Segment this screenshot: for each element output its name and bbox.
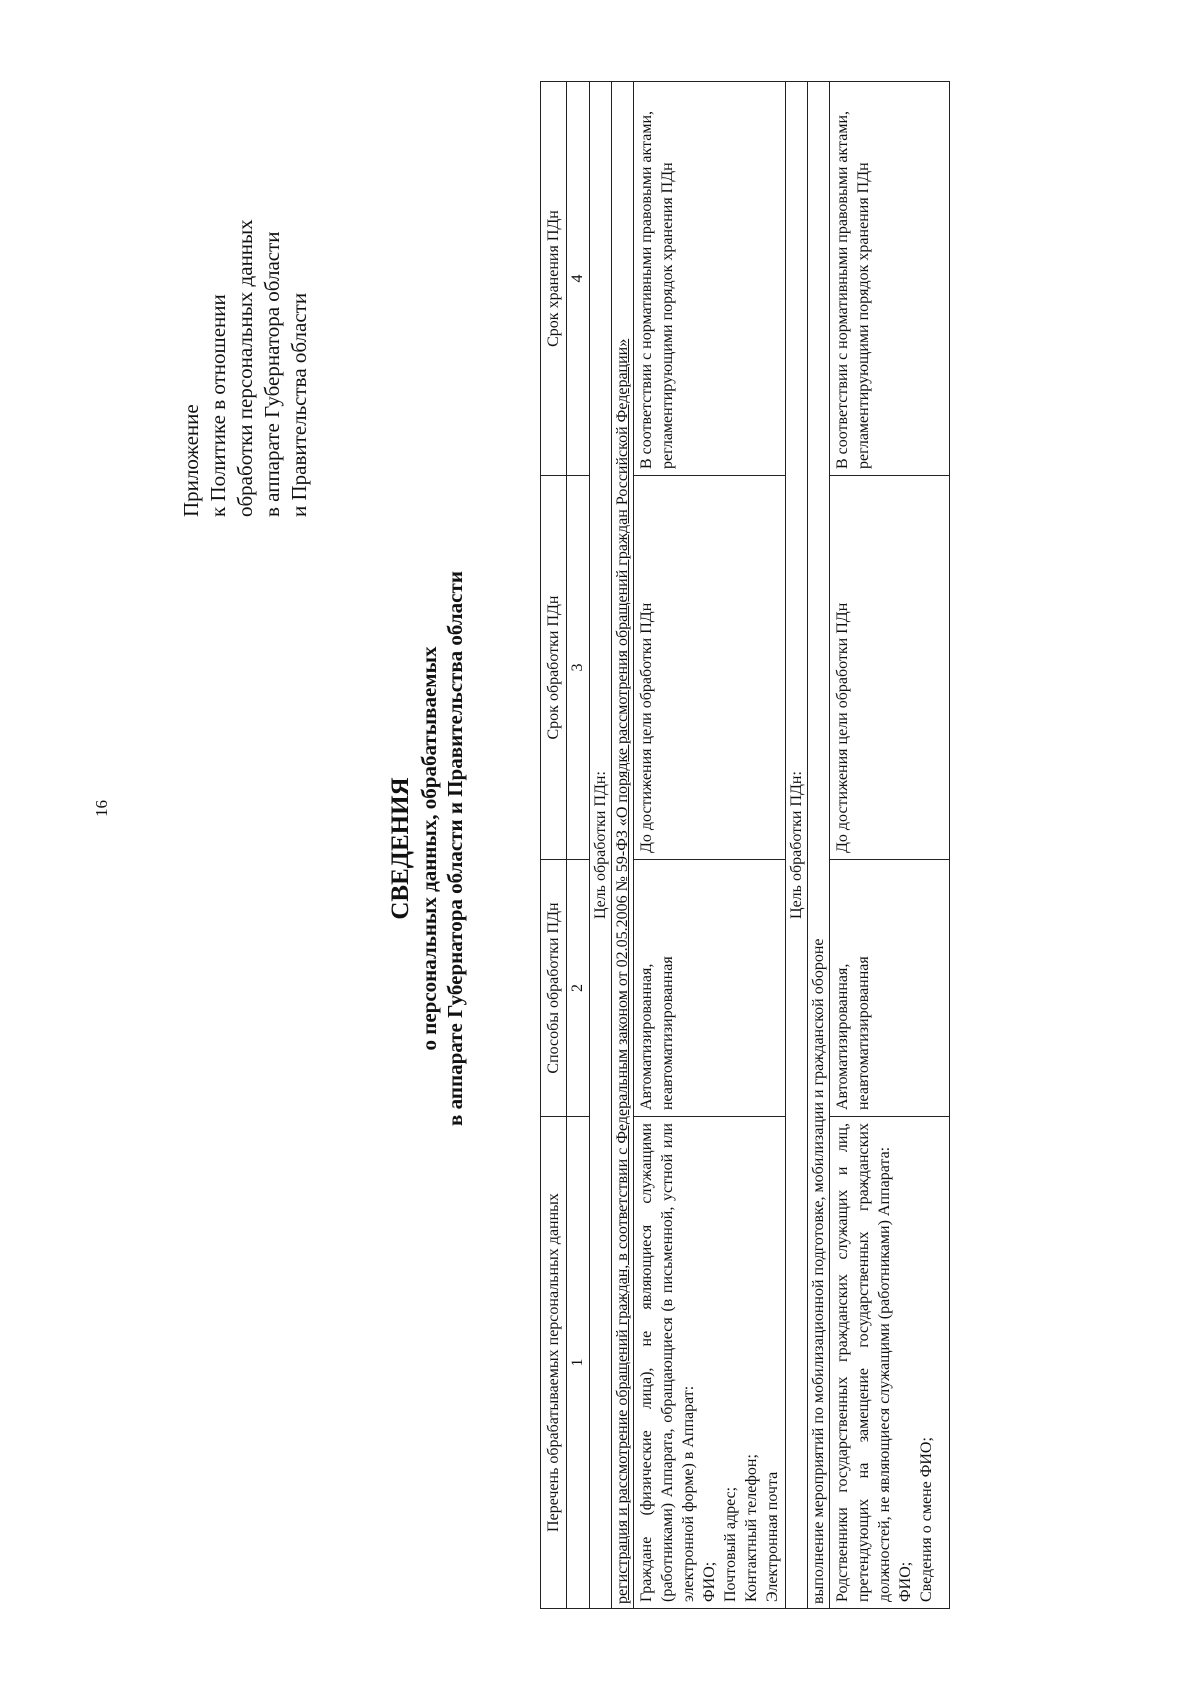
data-subject: Родственники государственных гражданских служащих и лиц, претендующих на замещение государственных гражданских должностей, не являющиеся служащими (работниками) Аппарата: xyxy=(834,1123,893,1602)
methods-cell: Автоматизированная, неавтоматизированная xyxy=(830,860,950,1117)
column-number: 1 xyxy=(567,1117,590,1609)
data-item: Почтовый адрес; xyxy=(722,1486,739,1602)
appendix-line: и Правительства области xyxy=(287,292,311,517)
column-number: 3 xyxy=(567,476,590,860)
table-header-row xyxy=(541,82,567,1609)
title-subtitle: о персональных данных, обрабатываемых xyxy=(417,646,441,1051)
purpose-heading: Цель обработки ПДн: xyxy=(786,82,808,1609)
data-item: Контактный телефон; xyxy=(743,1454,760,1602)
document-title xyxy=(386,0,468,1697)
header-storage-term: Срок хранения ПДн xyxy=(541,82,567,476)
header-processing-term: Срок обработки ПДн xyxy=(541,476,567,860)
data-item: Сведения о смене ФИО; xyxy=(918,1437,935,1602)
column-number: 2 xyxy=(567,860,590,1117)
storage-term-cell: В соответствии с нормативными правовыми актами, регламентирующими порядок хранения ПДн xyxy=(634,82,786,476)
data-item: ФИО; xyxy=(701,1561,718,1602)
appendix-line: в аппарате Губернатора области xyxy=(260,231,284,517)
purpose-heading: Цель обработки ПДн: xyxy=(590,82,612,1609)
column-number-row xyxy=(567,82,590,1609)
personal-data-table xyxy=(540,81,950,1609)
purpose-text: выполнение мероприятий по мобилизационной подготовке, мобилизации и гражданской обороне xyxy=(808,82,830,1609)
table-row xyxy=(634,82,786,1609)
appendix-note xyxy=(178,219,313,517)
data-list-cell xyxy=(830,1117,950,1609)
data-item: ФИО; xyxy=(897,1561,914,1602)
title-main: СВЕДЕНИЯ xyxy=(387,777,414,920)
page-number: 16 xyxy=(92,800,111,817)
appendix-line: Приложение xyxy=(179,404,203,517)
data-subject: Граждане (физические лица), не являющиеся служащими (работниками) Аппарата, обращающиеся (в письменной, устной или электронной форме) в Аппарат: xyxy=(638,1123,697,1602)
purpose-text: регистрация и рассмотрение обращений граждан, в соответствии с Федеральным законом от 02.05.2006 № 59-ФЗ «О порядке рассмотрения обращений граждан Российской Федерации» xyxy=(612,82,634,1609)
title-subtitle: в аппарате Губернатора области и Правительства области xyxy=(443,571,467,1126)
data-item: Электронная почта xyxy=(764,1471,781,1602)
purpose-heading-row xyxy=(786,82,808,1609)
data-list-cell xyxy=(634,1117,786,1609)
processing-term-cell: До достижения цели обработки ПДн xyxy=(634,476,786,860)
storage-term-cell: В соответствии с нормативными правовыми актами, регламентирующими порядок хранения ПДн xyxy=(830,82,950,476)
appendix-line: обработки персональных данных xyxy=(233,219,257,517)
table-row xyxy=(830,82,950,1609)
header-data-list: Перечень обрабатываемых персональных данных xyxy=(541,1117,567,1609)
purpose-text-row xyxy=(612,82,634,1609)
header-methods: Способы обработки ПДн xyxy=(541,860,567,1117)
appendix-line: к Политике в отношении xyxy=(206,294,230,517)
purpose-heading-row xyxy=(590,82,612,1609)
methods-cell: Автоматизированная, неавтоматизированная xyxy=(634,860,786,1117)
purpose-text-row xyxy=(808,82,830,1609)
column-number: 4 xyxy=(567,82,590,476)
processing-term-cell: До достижения цели обработки ПДн xyxy=(830,476,950,860)
